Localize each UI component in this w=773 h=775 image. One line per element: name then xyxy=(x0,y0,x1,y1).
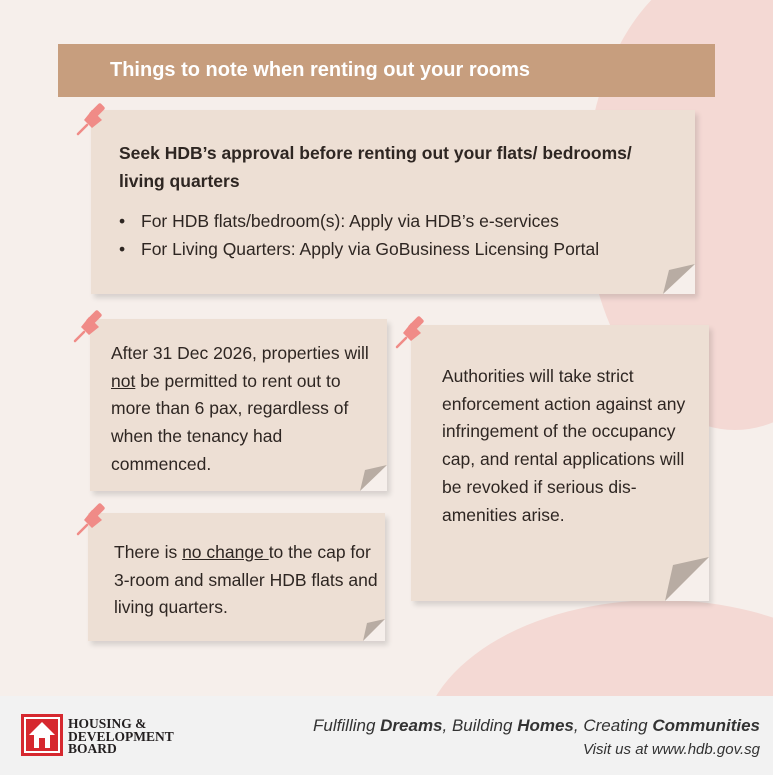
push-pin-icon xyxy=(75,103,109,137)
list-item: • For HDB flats/bedroom(s): Apply via HDB’s e-services xyxy=(119,207,599,235)
push-pin-icon xyxy=(75,503,109,537)
footer xyxy=(0,696,773,775)
underlined-no-change: no change xyxy=(182,542,269,562)
push-pin-icon xyxy=(394,316,428,350)
occupancy-cap-text: After 31 Dec 2026, properties will not be permitted to rent out to more than 6 pax, regardless of when the tenancy had commenced. xyxy=(111,343,369,474)
occupancy-cap-note xyxy=(90,319,387,491)
page-title: Things to note when renting out your rooms xyxy=(110,59,530,81)
page-fold-icon xyxy=(363,619,385,641)
enforcement-text: Authorities will take strict enforcement action against any infringement of the occupancy cap, and rental applications will be revoked if serious dis-amenities arise. xyxy=(442,366,686,525)
hdb-logo-icon xyxy=(21,714,63,756)
approval-note xyxy=(91,110,695,294)
approval-list xyxy=(119,207,599,263)
title-banner xyxy=(58,44,715,97)
approval-heading: Seek HDB’s approval before renting out your flats/ bedrooms/ living quarters xyxy=(119,143,632,191)
tagline: Fulfilling Dreams, Building Homes, Creating Communities xyxy=(313,716,760,735)
page-fold-icon xyxy=(663,264,695,294)
underlined-not: not xyxy=(111,370,136,391)
push-pin-icon xyxy=(72,310,106,344)
hdb-wordmark: HOUSING & DEVELOPMENT BOARD xyxy=(68,716,174,756)
enforcement-note xyxy=(411,325,709,601)
no-change-text: There is no change to the cap for 3-room and smaller HDB flats and living quarters. xyxy=(114,542,378,618)
website-link[interactable]: Visit us at www.hdb.gov.sg xyxy=(582,741,760,758)
page-fold-icon xyxy=(360,465,387,491)
no-change-note xyxy=(88,513,385,641)
list-item: • For Living Quarters: Apply via GoBusiness Licensing Portal xyxy=(119,235,599,263)
page-fold-icon xyxy=(665,557,709,601)
